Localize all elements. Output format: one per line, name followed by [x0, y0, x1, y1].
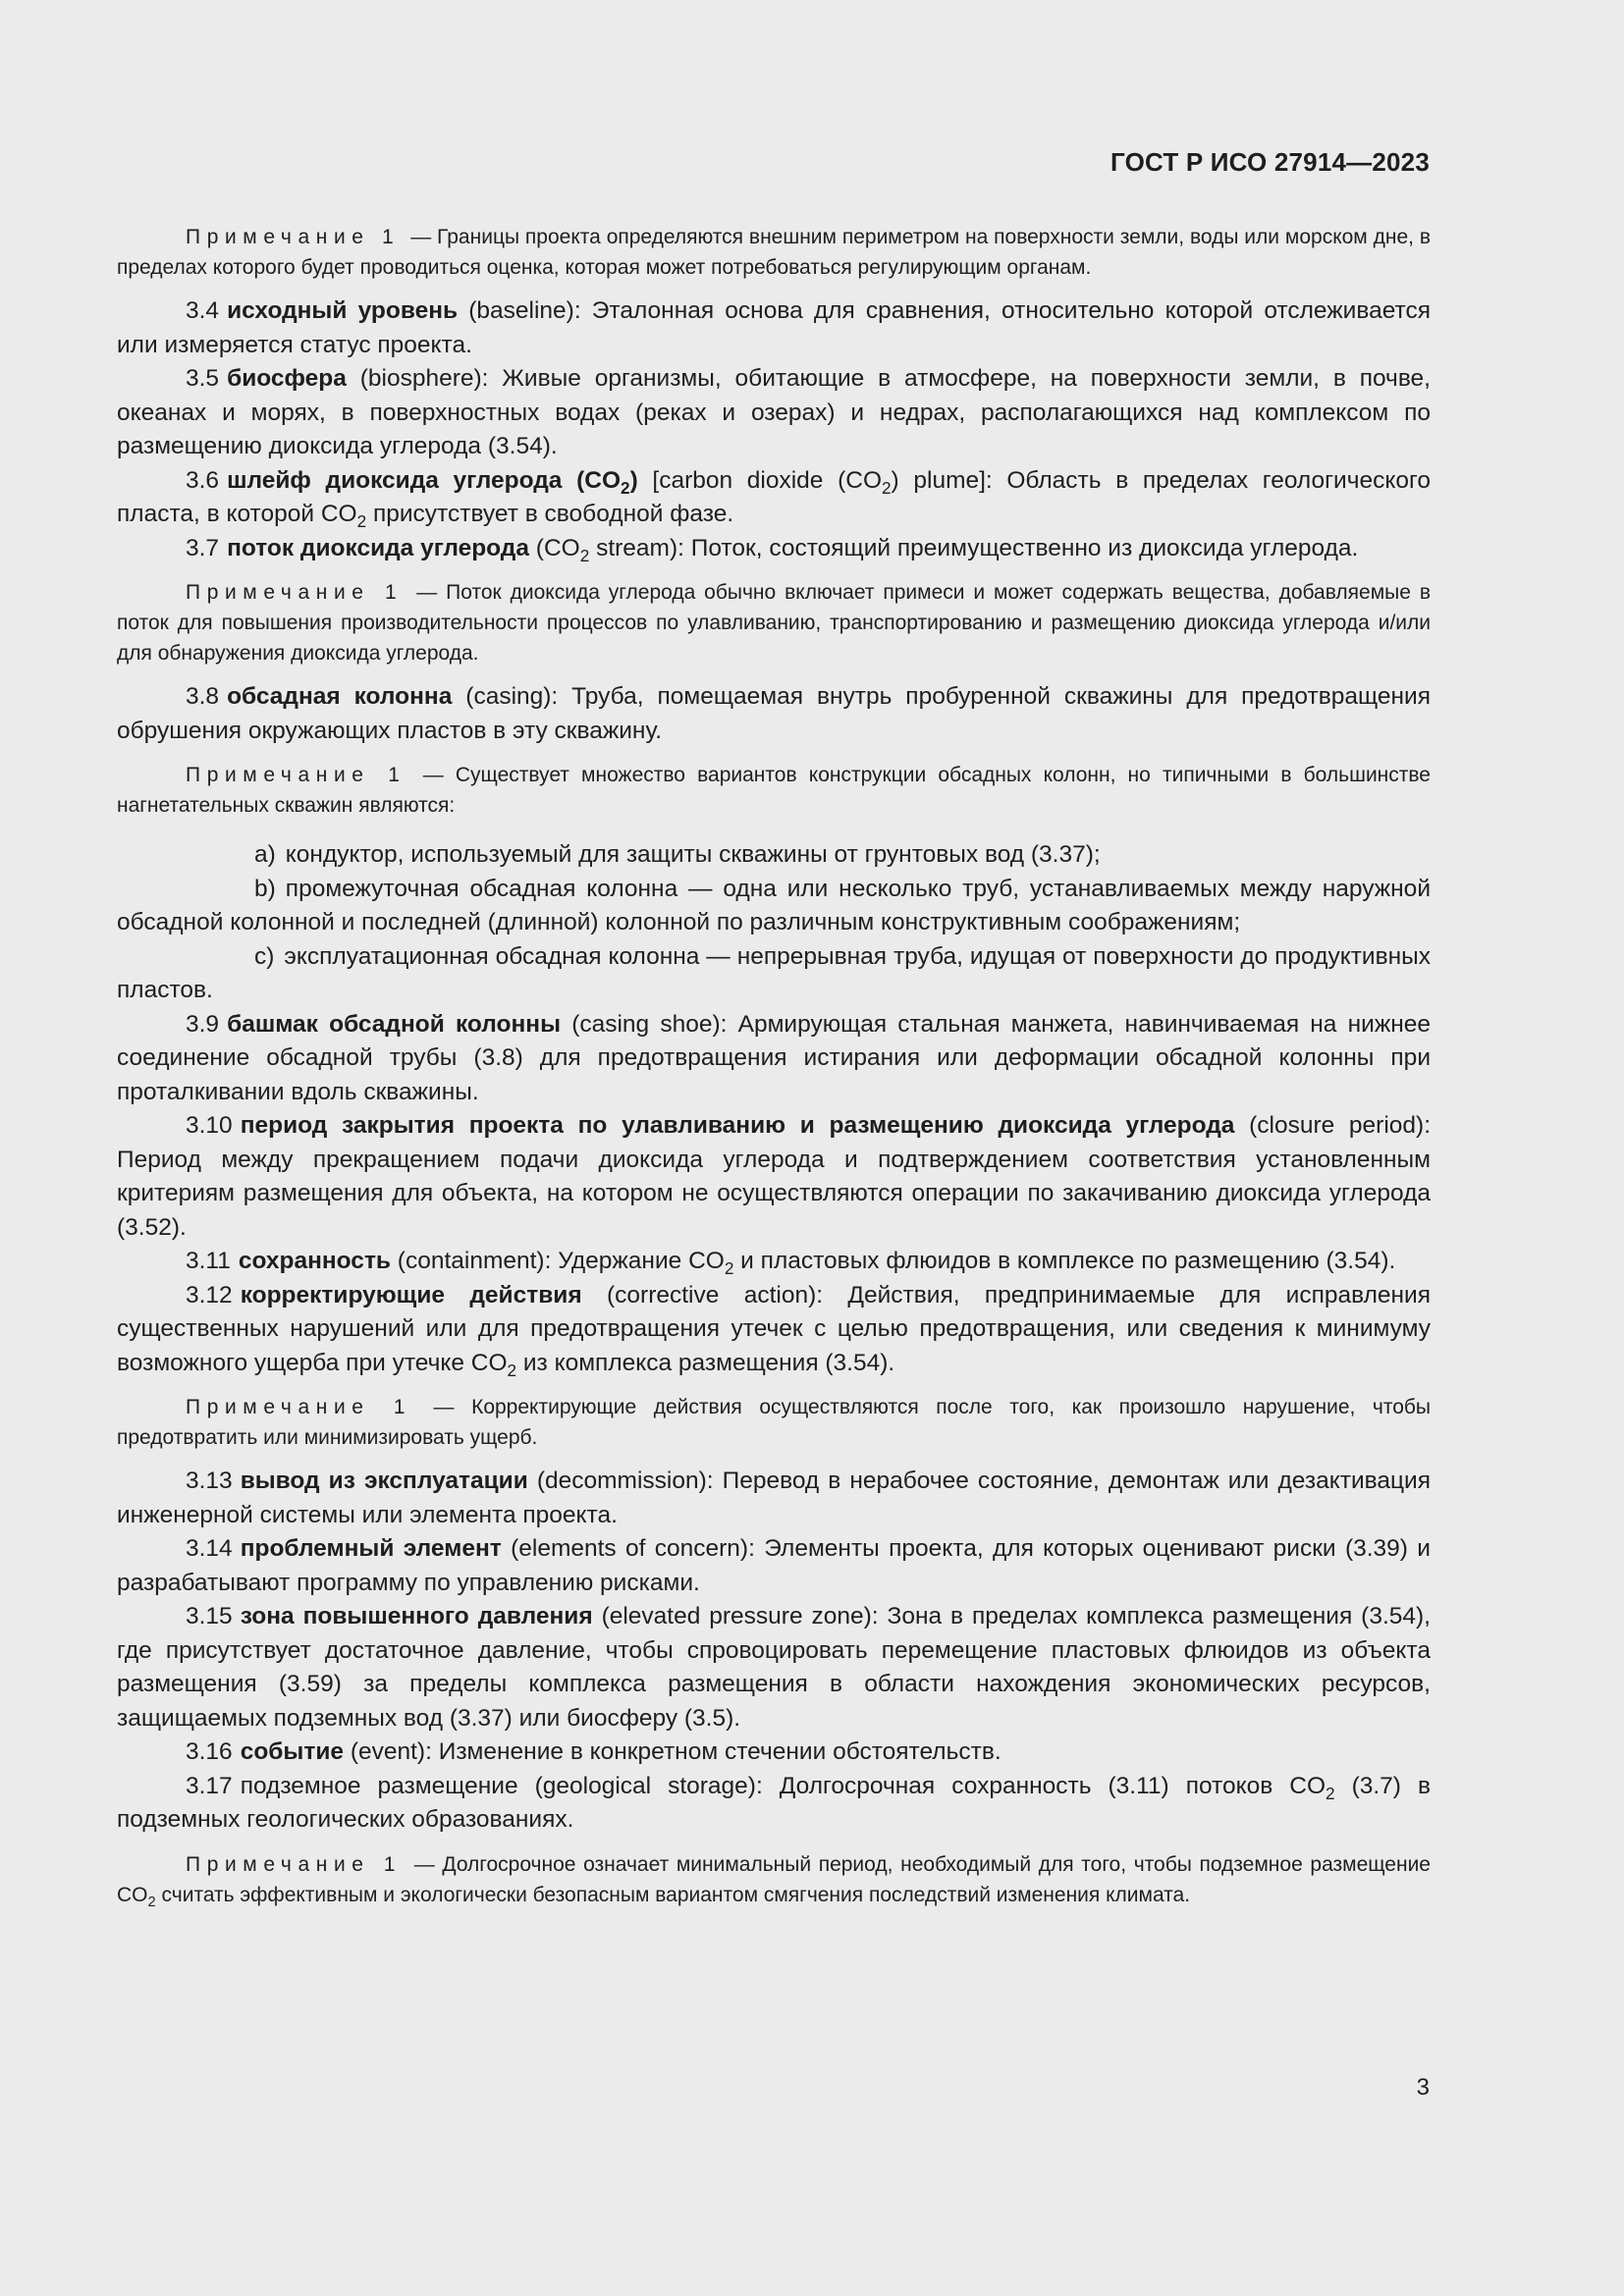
- casing-list: [117, 838, 1431, 1008]
- note-3-12: Примечание 1 — Корректирующие действия осуществляются после того, как произошло нарушение, чтобы предотвратить или минимизировать ущерб.: [117, 1396, 1432, 1449]
- note-3-7: Примечание 1 — Поток диоксида углерода обычно включает примеси и может содержать вещества, добавляемые в поток для повышения производительности процессов по улавливанию, транспортированию и размещению диоксида углерода и/или для обнаружения диоксида углерода.: [117, 581, 1431, 665]
- page-content: [117, 222, 1431, 1922]
- note-label: Примечание 1: [186, 226, 401, 248]
- page-number: 3: [1416, 2074, 1430, 2101]
- term-3-11: 3.11 сохранность (containment): Удержание $CO_2$ и пластовых флюидов в комплексе по размещению (3.54).: [186, 1248, 1396, 1278]
- note-project-boundaries: Примечание 1 — Границы проекта определяются внешним периметром на поверхности земли, воды или морском дне, в пределах которого будет проводиться оценка, которая может потребоваться регулирующим органам.: [117, 226, 1431, 279]
- term-3-17: 3.17 подземное размещение (geological storage): Долгосрочная сохранность (3.11) потоков $CO_2$ (3.7) в подземных геологических образованиях.: [117, 1772, 1431, 1833]
- standard-designation: ГОСТ Р ИСО 27914—2023: [1110, 147, 1430, 177]
- term-3-16: 3.16 событие (event): Изменение в конкретном стечении обстоятельств.: [186, 1738, 1001, 1765]
- term-3-13: 3.13 вывод из эксплуатации (decommission): Перевод в нерабочее состояние, демонтаж или дезактивация инженерной системы или элемента проекта.: [117, 1468, 1431, 1528]
- term-3-6: 3.6 шлейф диоксида углерода $(CO_2)$ [carbon dioxide $(CO_2)$ plume]: Область в пределах геологического пласта, в которой $CO_2$ присутствует в свободной фазе.: [117, 466, 1432, 531]
- note-3-17: Примечание 1 — Долгосрочное означает минимальный период, необходимый для того, чтобы подземное размещение $CO_2$ считать эффективным и экологически безопасным вариантом смягчения последствий изменения климата.: [117, 1852, 1431, 1910]
- list-item: а) кондуктор, используемый для защиты скважины от грунтовых вод (3.37);: [254, 841, 1101, 868]
- term-3-5: 3.5 биосфера (biosphere): Живые организмы, обитающие в атмосфере, на поверхности земли, в почве, океанах и морях, в поверхностных водах (реках и озерах) и недрах, располагающихся над комплексом по размещению диоксида углерода (3.54).: [117, 365, 1431, 459]
- term-3-7: 3.7 поток диоксида углерода ($CO_2$ stream): Поток, состоящий преимущественно из диоксида углерода.: [186, 534, 1359, 565]
- list-item: с) эксплуатационная обсадная колонна — непрерывная труба, идущая от поверхности до продуктивных пластов.: [117, 942, 1431, 1003]
- list-item: b) промежуточная обсадная колонна — одна или несколько труб, устанавливаемых между наружной обсадной колонной и последней (длинной) колонной по различным конструктивным соображениям;: [117, 875, 1431, 935]
- term-3-10: 3.10 период закрытия проекта по улавливанию и размещению диоксида углерода (closure period): Период между прекращением подачи диоксида углерода и подтверждением соответствия установленным критериям размещения для объекта, на котором не осуществляются операции по закачиванию диоксида углерода (3.52).: [117, 1112, 1431, 1241]
- term-3-8: 3.8 обсадная колонна (casing): Труба, помещаемая внутрь пробуренной скважины для предотвращения обрушения окружающих пластов в эту скважину.: [117, 683, 1431, 744]
- term-3-9: 3.9 башмак обсадной колонны (casing shoe): Армирующая стальная манжета, навинчиваемая на нижнее соединение обсадной трубы (3.8) для предотвращения истирания или деформации обсадной колонны при проталкивании вдоль скважины.: [117, 1010, 1431, 1105]
- term-3-12: 3.12 корректирующие действия (corrective action): Действия, предпринимаемые для исправления существенных нарушений или для предотвращения утечек с целью предотвращения, или сведения к минимуму возможного ущерба при утечке $CO_2$ из комплекса размещения (3.54).: [117, 1281, 1431, 1380]
- term-3-15: 3.15 зона повышенного давления (elevated pressure zone): Зона в пределах комплекса размещения (3.54), где присутствует достаточное давление, чтобы спровоцировать перемещение пластовых флюидов из объекта размещения (3.59) за пределы комплекса размещения в области нахождения экономических ресурсов, защищаемых подземных вод (3.37) или биосферу (3.5).: [117, 1603, 1431, 1732]
- term-3-4: 3.4 исходный уровень (baseline): Эталонная основа для сравнения, относительно которой отслеживается или измеряется статус проекта.: [117, 297, 1431, 358]
- note-3-8: Примечание 1 — Существует множество вариантов конструкции обсадных колонн, но типичными в большинстве нагнетательных скважин являются:: [117, 764, 1431, 817]
- term-3-14: 3.14 проблемный элемент (elements of concern): Элементы проекта, для которых оценивают риски (3.39) и разрабатывают программу по управлению рисками.: [117, 1535, 1431, 1596]
